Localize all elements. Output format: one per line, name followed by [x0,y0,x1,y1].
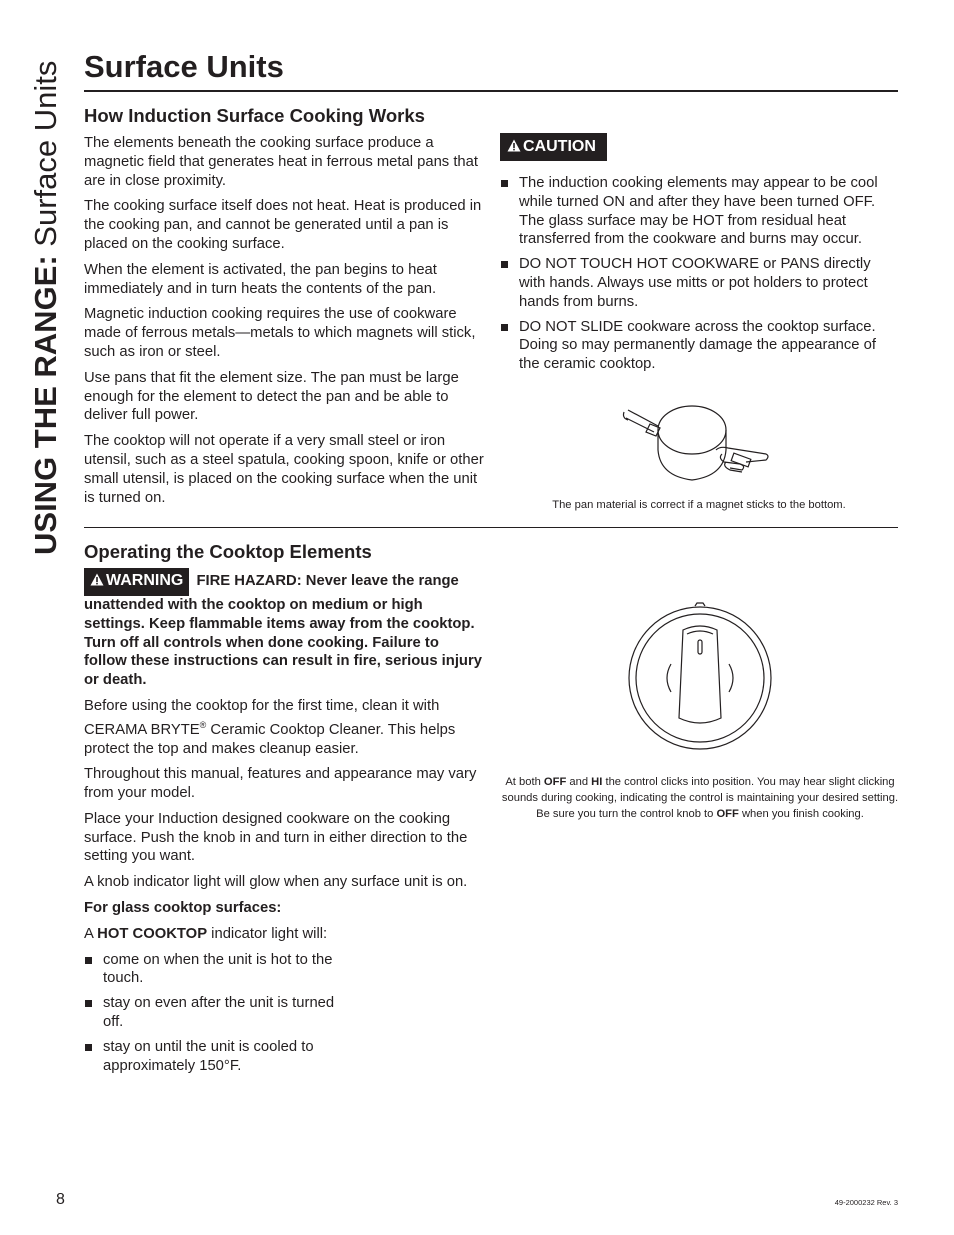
pan-caption: The pan material is correct if a magnet sticks to the bottom. [552,499,846,511]
knob-caption-line2: Be sure you turn the control knob to OFF when you finish cooking. [536,808,864,820]
bullet-square-icon [501,324,508,331]
bullet-square-icon [501,261,508,268]
paragraph-place: Place your Induction designed cookware on the cooking surface. Push the knob in and turn in either direction to the setting you want. [84,810,468,865]
paragraph-before-use: Before using the cooktop for the first time, clean it with CERAMA BRYTE® Ceramic Cooktop Cleaner. This helps protect the top and makes cleanup easier. [84,697,456,757]
knob-caption [500,774,900,822]
section-divider [84,527,898,528]
side-tab-bold: USING THE RANGE: [28,255,63,555]
caution-list [500,174,900,380]
bullet-square-icon [85,957,92,964]
page-title: Surface Units [84,49,284,84]
section1-paragraph: The cooktop will not operate if a very small steel or iron utensil, such as a steel spatula, cooking spoon, knife or other small utensil, is placed on the cooking surface when the unit is turned on. [84,433,484,506]
section1-paragraph: Use pans that fit the element size. The pan must be large enough for the element to detect the pan and be able to deliver full power. [84,369,459,424]
list-item: stay on until the unit is cooled to approximately 150°F. [84,1038,354,1076]
warning-block [84,568,484,690]
title-rule [84,90,898,92]
warning-badge [84,568,189,596]
section1-heading: How Induction Surface Cooking Works [84,105,425,126]
warning-label: WARNING [106,572,184,589]
section1-paragraph: Magnetic induction cooking requires the use of cookware made of ferrous metals—metals to which magnets will stick, such as iron or steel. [84,306,476,360]
caution-label: CAUTION [523,138,596,155]
document-number: 49-2000232 Rev. 3 [834,1198,898,1207]
list-item: The induction cooking elements may appear to be cool while turned ON and after they have been turned OFF. The glass surface may be HOT from residual heat transferred from the cookware and burns may occur. [500,174,900,249]
section1-paragraph: The cooking surface itself does not heat. Heat is produced in the cooking pan, and cannot be generated until a pan is placed on the cooking surface. [84,198,482,252]
control-knob-illustration [625,600,775,752]
pan-magnet-illustration [620,398,780,488]
section1-paragraph: When the element is activated, the pan begins to heat immediately and in turn heats the contents of the pan. [84,261,437,297]
paragraph-light: A knob indicator light will glow when any surface unit is on. [84,874,468,891]
knob-caption-line1: At both OFF and HI the control clicks into position. You may hear slight clicking sounds during cooking, indicating the control is maintaining your desired setting. [501,776,899,804]
list-item: come on when the unit is hot to the touch. [84,951,354,989]
warning-triangle-icon [507,139,521,152]
bullet-square-icon [501,180,508,187]
list-item: DO NOT TOUCH HOT COOKWARE or PANS directly with hands. Always use mitts or pot holders to protect hands from burns. [500,255,900,311]
list-item: DO NOT SLIDE cookware across the cooktop surface. Doing so may permanently damage the appearance of the ceramic cooktop. [500,318,900,374]
section2-heading: Operating the Cooktop Elements [84,541,372,562]
hot-cooktop-intro: A HOT COOKTOP indicator light will: [84,925,328,942]
warning-triangle-icon [90,573,104,586]
section2-body [84,568,484,1081]
bullet-square-icon [85,1044,92,1051]
side-tab-light: Surface Units [28,60,63,256]
section1-body [84,134,484,514]
side-tab [28,61,64,555]
section1-paragraph: The elements beneath the cooking surface produce a magnetic field that generates heat in ferrous metal pans that are in close proximity. [84,135,478,189]
bullet-square-icon [85,1000,92,1007]
caution-badge [500,133,607,161]
list-item: stay on even after the unit is turned off. [84,994,354,1032]
warning-text: FIRE HAZARD: Never leave the range unattended with the cooktop on medium or high settings. Keep flammable items away from the cooktop. Turn off all controls when done cooking. Failure to follow these instructions can result in fire, serious injury or death. [84,573,482,689]
glass-heading: For glass cooktop surfaces: [84,900,282,917]
paragraph-features: Throughout this manual, features and appearance may vary from your model. [84,766,477,802]
page-number: 8 [56,1191,65,1208]
